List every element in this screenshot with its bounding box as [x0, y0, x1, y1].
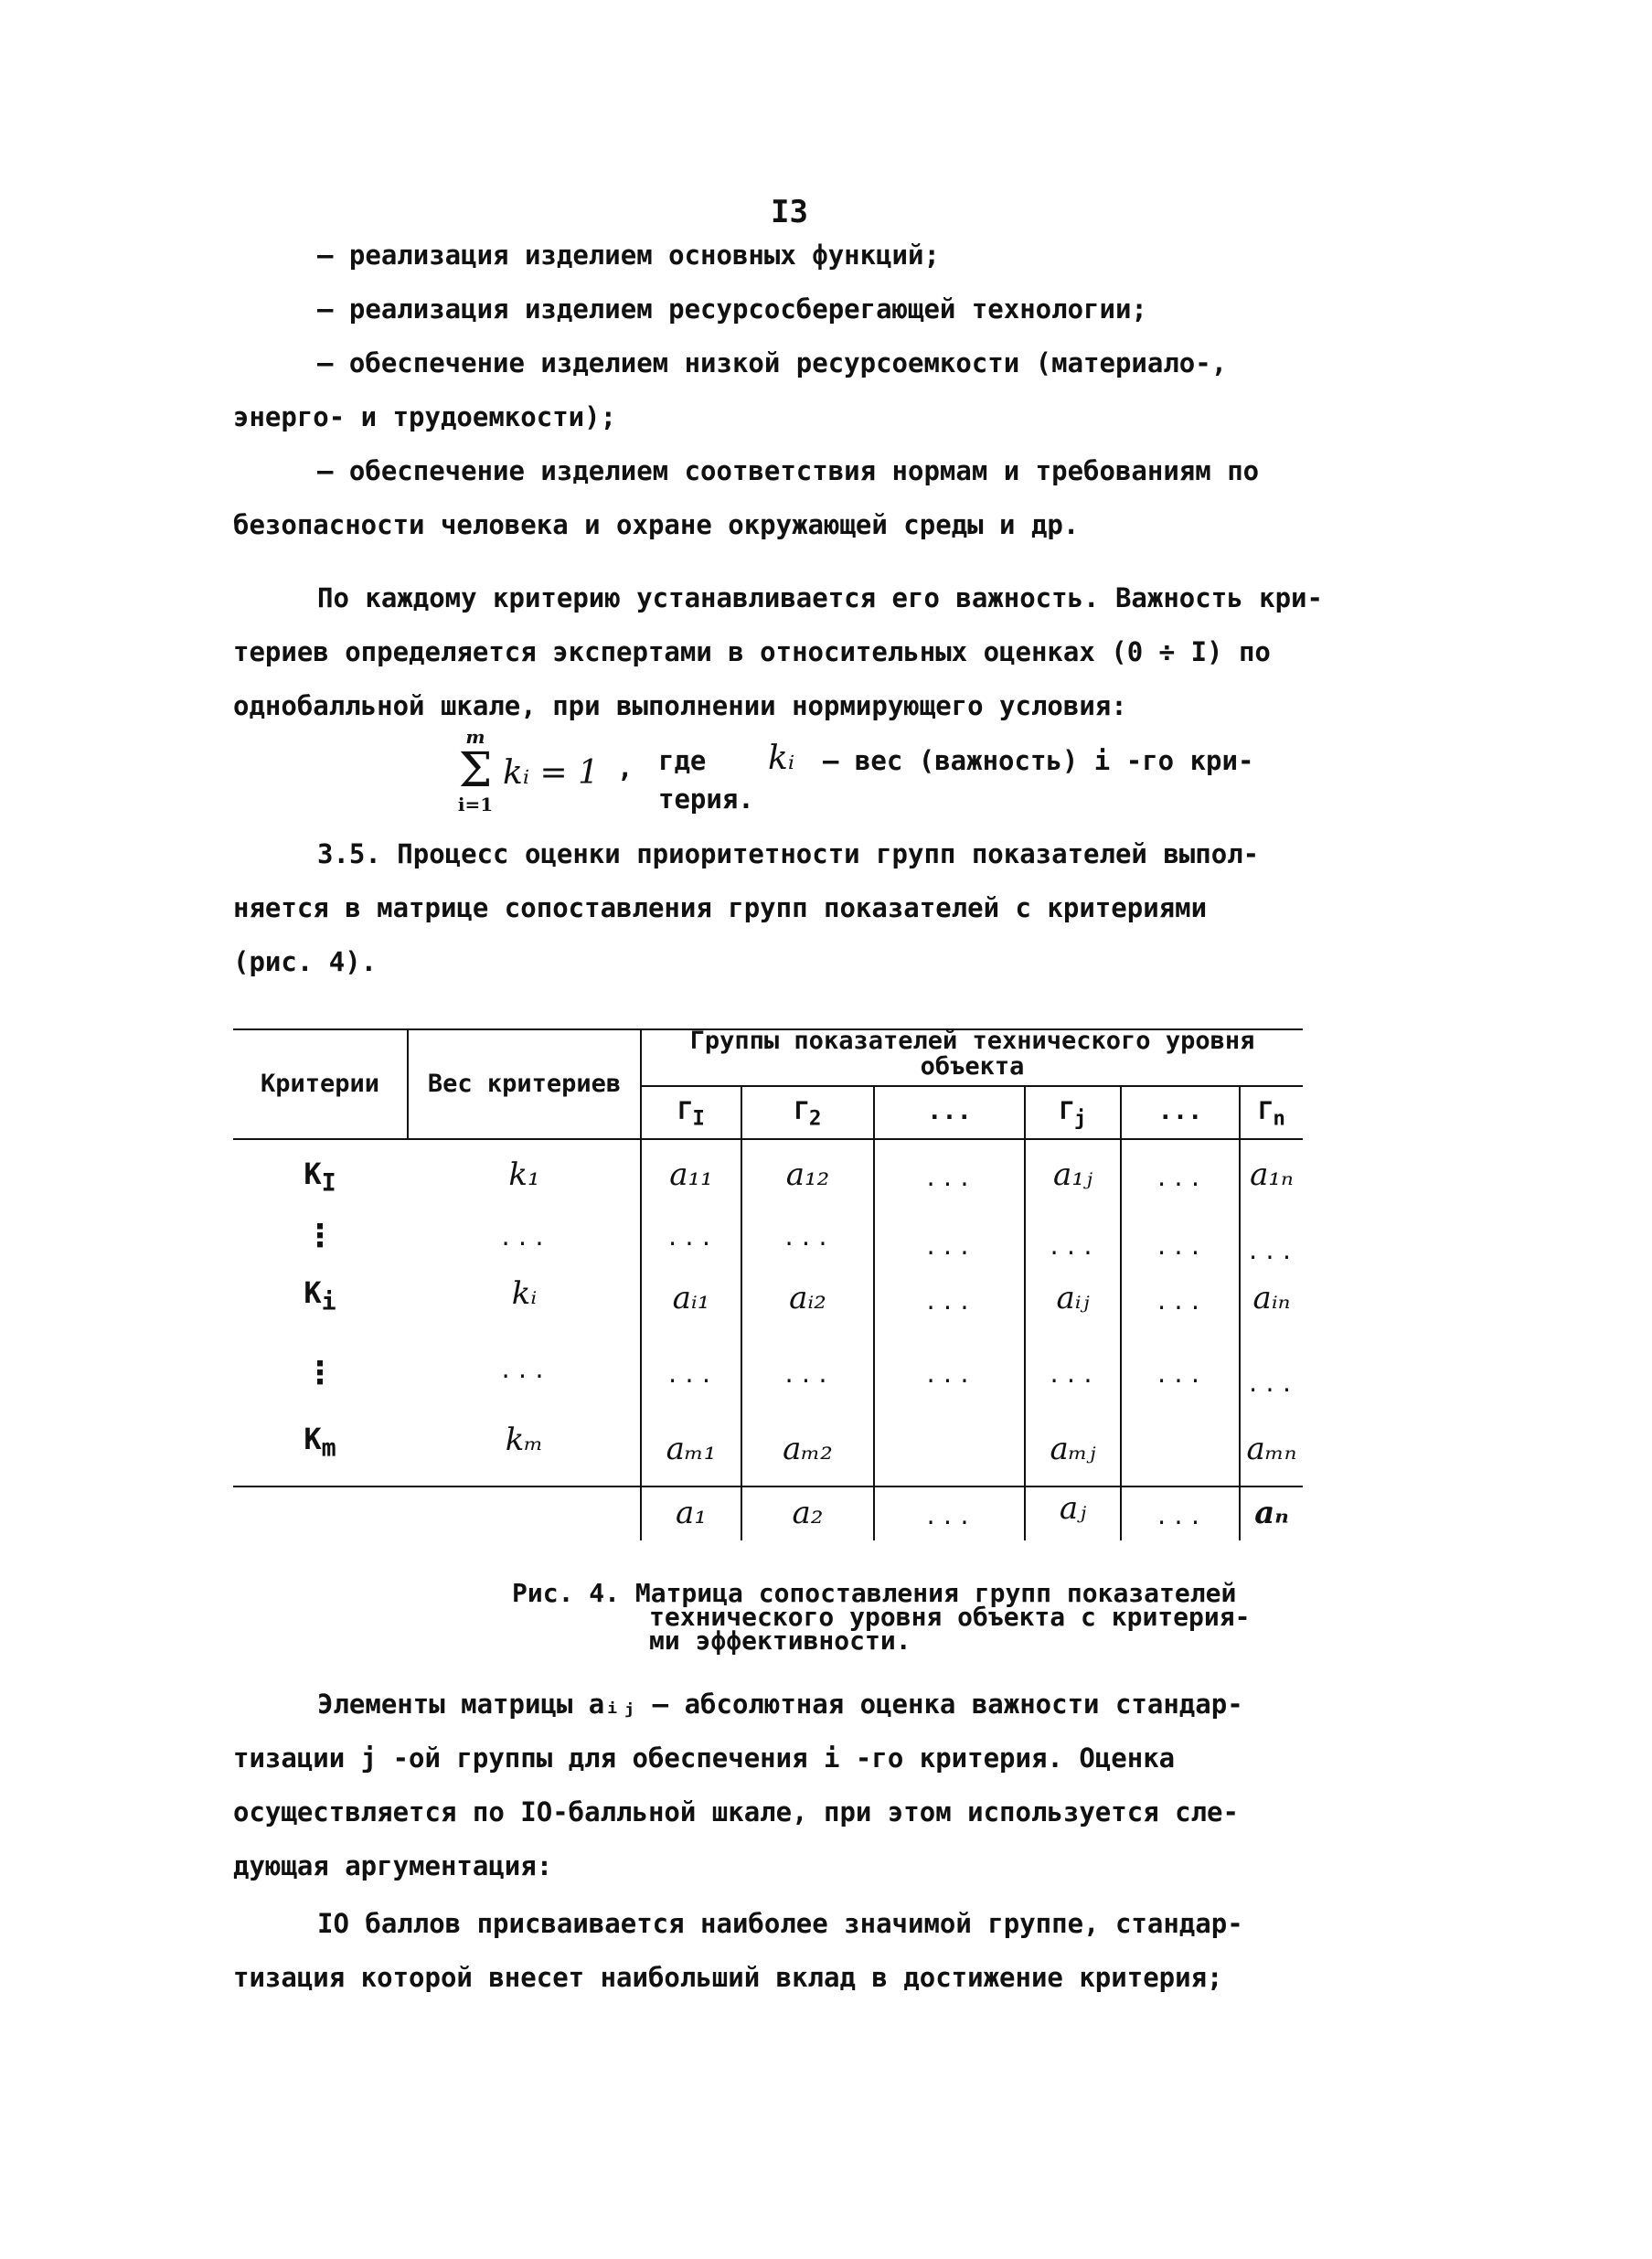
caption-line: технического уровня объекта с критерия- — [649, 1602, 1251, 1632]
paragraph-line: IO баллов присваивается наиболее значимой группе, стандар- — [317, 1908, 1243, 1939]
matrix-cell: ... — [1047, 1234, 1099, 1260]
vertical-ellipsis: ⋮ — [304, 1355, 336, 1391]
criterion-weight: kₘ — [505, 1422, 544, 1458]
caption-line: ми эффективности. — [649, 1625, 911, 1656]
criterion-label: $К_I$ — [304, 1156, 336, 1198]
group-header: $Г_I$ — [677, 1097, 705, 1131]
criterion-weight: ... — [498, 1358, 550, 1383]
matrix-cell: ... — [923, 1362, 975, 1388]
matrix-cell: aₘₙ — [1246, 1431, 1297, 1467]
paragraph-line: осуществляется по IO-балльной шкале, при этом используется сле- — [233, 1796, 1239, 1827]
formula-description-cont: терия. — [658, 783, 754, 815]
list-item: – обеспечение изделием соответствия нормам и требованиям по — [317, 455, 1260, 486]
paragraph-line: дующая аргументация: — [233, 1850, 553, 1881]
paragraph-line: 3.5. Процесс оценки приоритетности групп показателей выпол- — [317, 838, 1260, 869]
paragraph-line: По каждому критерию устанавливается его важность. Важность кри- — [317, 582, 1323, 613]
matrix-cell: aᵢ₂ — [789, 1280, 826, 1316]
importance-paragraph — [233, 571, 1367, 733]
matrix-cell: ... — [1155, 1362, 1206, 1388]
list-item-continuation: безопасности человека и охране окружающей среды и др. — [233, 509, 1080, 540]
total-cell: aⱼ — [1059, 1490, 1087, 1527]
group-header: $Г_n$ — [1258, 1097, 1285, 1131]
caption-line: Рис. 4. Матрица сопоставления групп показателей — [512, 1578, 1237, 1608]
paragraph-line: (рис. 4). — [233, 946, 378, 977]
paragraph-line: тизация которой внесет наибольший вклад в достижение критерия; — [233, 1962, 1223, 1993]
list-item: – реализация изделием основных функций; — [317, 240, 940, 271]
paragraph-line: Элементы матрицы aᵢⱼ – абсолютная оценка важности стандар- — [317, 1689, 1243, 1720]
matrix-cell: ... — [1047, 1362, 1099, 1388]
criteria-list — [233, 229, 1367, 552]
criterion-weight: ... — [498, 1225, 550, 1251]
total-cell: aₙ — [1254, 1495, 1289, 1531]
paragraph-line: тизации j -ой группы для обеспечения i -го критерия. Оценка — [233, 1742, 1176, 1774]
matrix-cell: ... — [923, 1234, 975, 1260]
matrix-cell: aₘ₂ — [783, 1431, 833, 1467]
paragraph-line: териев определяется экспертами в относительных оценках (0 ÷ I) по — [233, 636, 1271, 667]
header-groups — [642, 1028, 1303, 1080]
paragraph-line: няется в матрице сопоставления групп показателей с критериями — [233, 892, 1208, 923]
total-cell: ... — [923, 1504, 975, 1529]
normalizing-formula — [448, 727, 1362, 827]
matrix-cell: ... — [1155, 1234, 1206, 1260]
paragraph-line: однобалльной шкале, при выполнении нормирующего условия: — [233, 690, 1127, 721]
sum-lower-limit: i=1 — [457, 794, 494, 815]
matrix-cell: a₁ⱼ — [1053, 1156, 1092, 1193]
totals-rule — [233, 1486, 1303, 1487]
sum-symbol — [448, 727, 503, 827]
vertical-ellipsis: ⋮ — [304, 1218, 336, 1254]
groups-header-rule — [640, 1085, 1303, 1087]
matrix-cell: ... — [666, 1225, 717, 1251]
total-cell: a₁ — [676, 1495, 707, 1531]
formula-where: где — [658, 745, 707, 776]
header-criteria: Критерии — [260, 1070, 380, 1098]
matrix-cell: aᵢₙ — [1252, 1280, 1291, 1316]
header-groups-line1: Группы показателей технического уровня — [689, 1027, 1255, 1055]
matrix-cell: ... — [923, 1166, 975, 1191]
header-weight: Вес критериев — [427, 1070, 622, 1098]
sigma-icon: Σ — [458, 743, 493, 798]
matrix-cell: ... — [1246, 1371, 1297, 1397]
group-header: $Г_j$ — [1059, 1097, 1087, 1131]
total-cell: ... — [1155, 1504, 1206, 1529]
matrix-cell: aₘⱼ — [1050, 1431, 1096, 1467]
matrix-cell: a₁₁ — [669, 1156, 713, 1193]
header-groups-line2: объекта — [920, 1052, 1025, 1081]
matrix-cell: a₁₂ — [785, 1156, 830, 1193]
formula-description: – вес (важность) i -го кри- — [823, 745, 1254, 776]
figure-caption — [512, 1578, 1335, 1656]
group-header: $Г_2$ — [794, 1097, 822, 1131]
formula-ki: kᵢ — [768, 740, 795, 777]
criterion-weight: kᵢ — [511, 1275, 538, 1312]
page-number: I3 — [771, 194, 808, 230]
matrix-cell: ... — [923, 1289, 975, 1315]
section-3-5 — [233, 827, 1367, 989]
matrix-cell: ... — [782, 1362, 834, 1388]
matrix-cell: ... — [1155, 1289, 1206, 1315]
matrix-cell: ... — [1155, 1166, 1206, 1191]
group-header: ... — [927, 1097, 972, 1125]
matrix-cell: a₁ₙ — [1250, 1156, 1294, 1193]
matrix-elements-paragraph — [233, 1678, 1367, 1893]
matrix-cell: ... — [666, 1362, 717, 1388]
header-bottom-rule — [233, 1138, 1303, 1140]
matrix-cell: aᵢⱼ — [1056, 1280, 1090, 1316]
matrix-cell: ... — [782, 1225, 834, 1251]
criterion-weight: k₁ — [508, 1156, 540, 1193]
matrix-cell: aₘ₁ — [666, 1431, 717, 1467]
group-header: ... — [1157, 1097, 1203, 1125]
sum-upper-limit: m — [465, 726, 485, 748]
list-item: – реализация изделием ресурсосберегающей технологии; — [317, 293, 1147, 325]
list-item-continuation: энерго- и трудоемкости); — [233, 401, 617, 432]
criterion-label: $К_i$ — [304, 1275, 336, 1316]
formula-expression: kᵢ = 1 — [503, 754, 600, 792]
list-item: – обеспечение изделием низкой ресурсоемкости (материало-, — [317, 347, 1228, 378]
matrix-cell: ... — [1246, 1239, 1297, 1264]
matrix-cell: aᵢ₁ — [672, 1280, 710, 1316]
comparison-matrix — [233, 1028, 1303, 1540]
total-cell: a₂ — [792, 1495, 824, 1531]
ten-points-paragraph — [233, 1897, 1367, 2005]
criterion-label: $К_m$ — [304, 1422, 336, 1463]
formula-comma: , — [617, 752, 634, 783]
